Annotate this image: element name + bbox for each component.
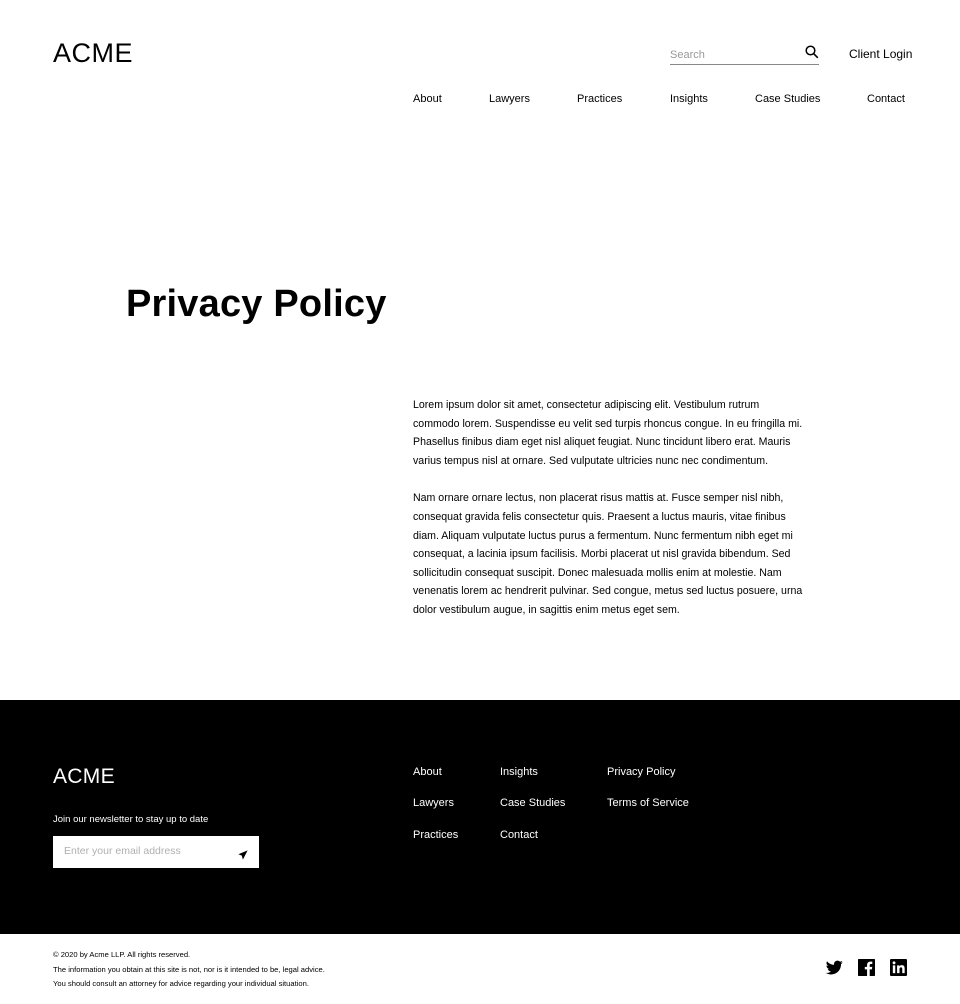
footer-link-insights[interactable]: Insights: [500, 766, 538, 778]
site-logo[interactable]: ACME: [53, 38, 134, 68]
disclaimer-text: You should consult an attorney for advice regarding your individual situation.: [53, 979, 309, 989]
linkedin-icon[interactable]: [890, 959, 907, 976]
footer-link-terms-of-service[interactable]: Terms of Service: [607, 797, 689, 809]
facebook-icon[interactable]: [858, 959, 875, 976]
footer-link-lawyers[interactable]: Lawyers: [413, 797, 454, 809]
footer-link-case-studies[interactable]: Case Studies: [500, 797, 566, 809]
nav-item-lawyers[interactable]: Lawyers: [489, 93, 530, 105]
nav-item-about[interactable]: About: [413, 93, 442, 105]
footer-link-privacy-policy[interactable]: Privacy Policy: [607, 766, 676, 778]
policy-paragraph: Nam ornare ornare lectus, non placerat risus mattis at. Fusce semper nisl nibh, consequat gravida felis consectetur quis. Praesent a luctus mauris, vitae finibus diam. Aliquam vulputate luctus purus a fermentum. Nunc fermentum nibh eget mi consequat, a lacinia ipsum facilisis. Morbi placerat ut nisl gravida bibendum. Sed sollicitudin consequat suscipit. Donec malesuada mollis enim at molestie. Nam venenatis lorem ac hendrerit pulvinar. Sed congue, metus sed luctus posuere, urna dolor vestibulum augue, in sagittis enim metus eget sem.: [413, 492, 803, 616]
footer-link-contact[interactable]: Contact: [500, 829, 538, 841]
newsletter-email-input[interactable]: [64, 845, 234, 857]
footer-logo[interactable]: ACME: [53, 765, 115, 788]
search-icon[interactable]: [805, 45, 819, 59]
footer-link-about[interactable]: About: [413, 766, 442, 778]
nav-item-insights[interactable]: Insights: [670, 93, 708, 105]
twitter-icon[interactable]: [826, 959, 843, 976]
nav-item-case-studies[interactable]: Case Studies: [755, 93, 821, 105]
send-icon[interactable]: [238, 847, 248, 857]
site-footer: [0, 700, 960, 934]
legal-notice: [53, 948, 325, 992]
newsletter-label: Join our newsletter to stay up to date: [53, 814, 209, 825]
disclaimer-text: The information you obtain at this site is not, nor is it intended to be, legal advice.: [53, 964, 325, 974]
search-box: [670, 45, 819, 65]
search-input[interactable]: [670, 47, 795, 63]
main-nav: [0, 93, 960, 109]
footer-link-practices[interactable]: Practices: [413, 829, 459, 841]
newsletter-form: [53, 836, 259, 868]
page-title: Privacy Policy: [126, 283, 387, 325]
nav-item-practices[interactable]: Practices: [577, 93, 623, 105]
nav-item-contact[interactable]: Contact: [867, 93, 905, 105]
policy-body: [413, 396, 803, 620]
copyright-text: © 2020 by Acme LLP. All rights reserved.: [53, 950, 191, 959]
policy-paragraph: Lorem ipsum dolor sit amet, consectetur adipiscing elit. Vestibulum rutrum commodo lorem. Suspendisse eu velit sed turpis rhoncus congue. In eu fringilla mi. Phasellus finibus diam eget nisl aliquet feugiat. Nunc tincidunt libero erat. Mauris varius tempus nisl at ornare. Sed vulputate ultricies nunc nec condimentum.: [413, 399, 803, 467]
client-login-link[interactable]: Client Login: [849, 47, 913, 61]
